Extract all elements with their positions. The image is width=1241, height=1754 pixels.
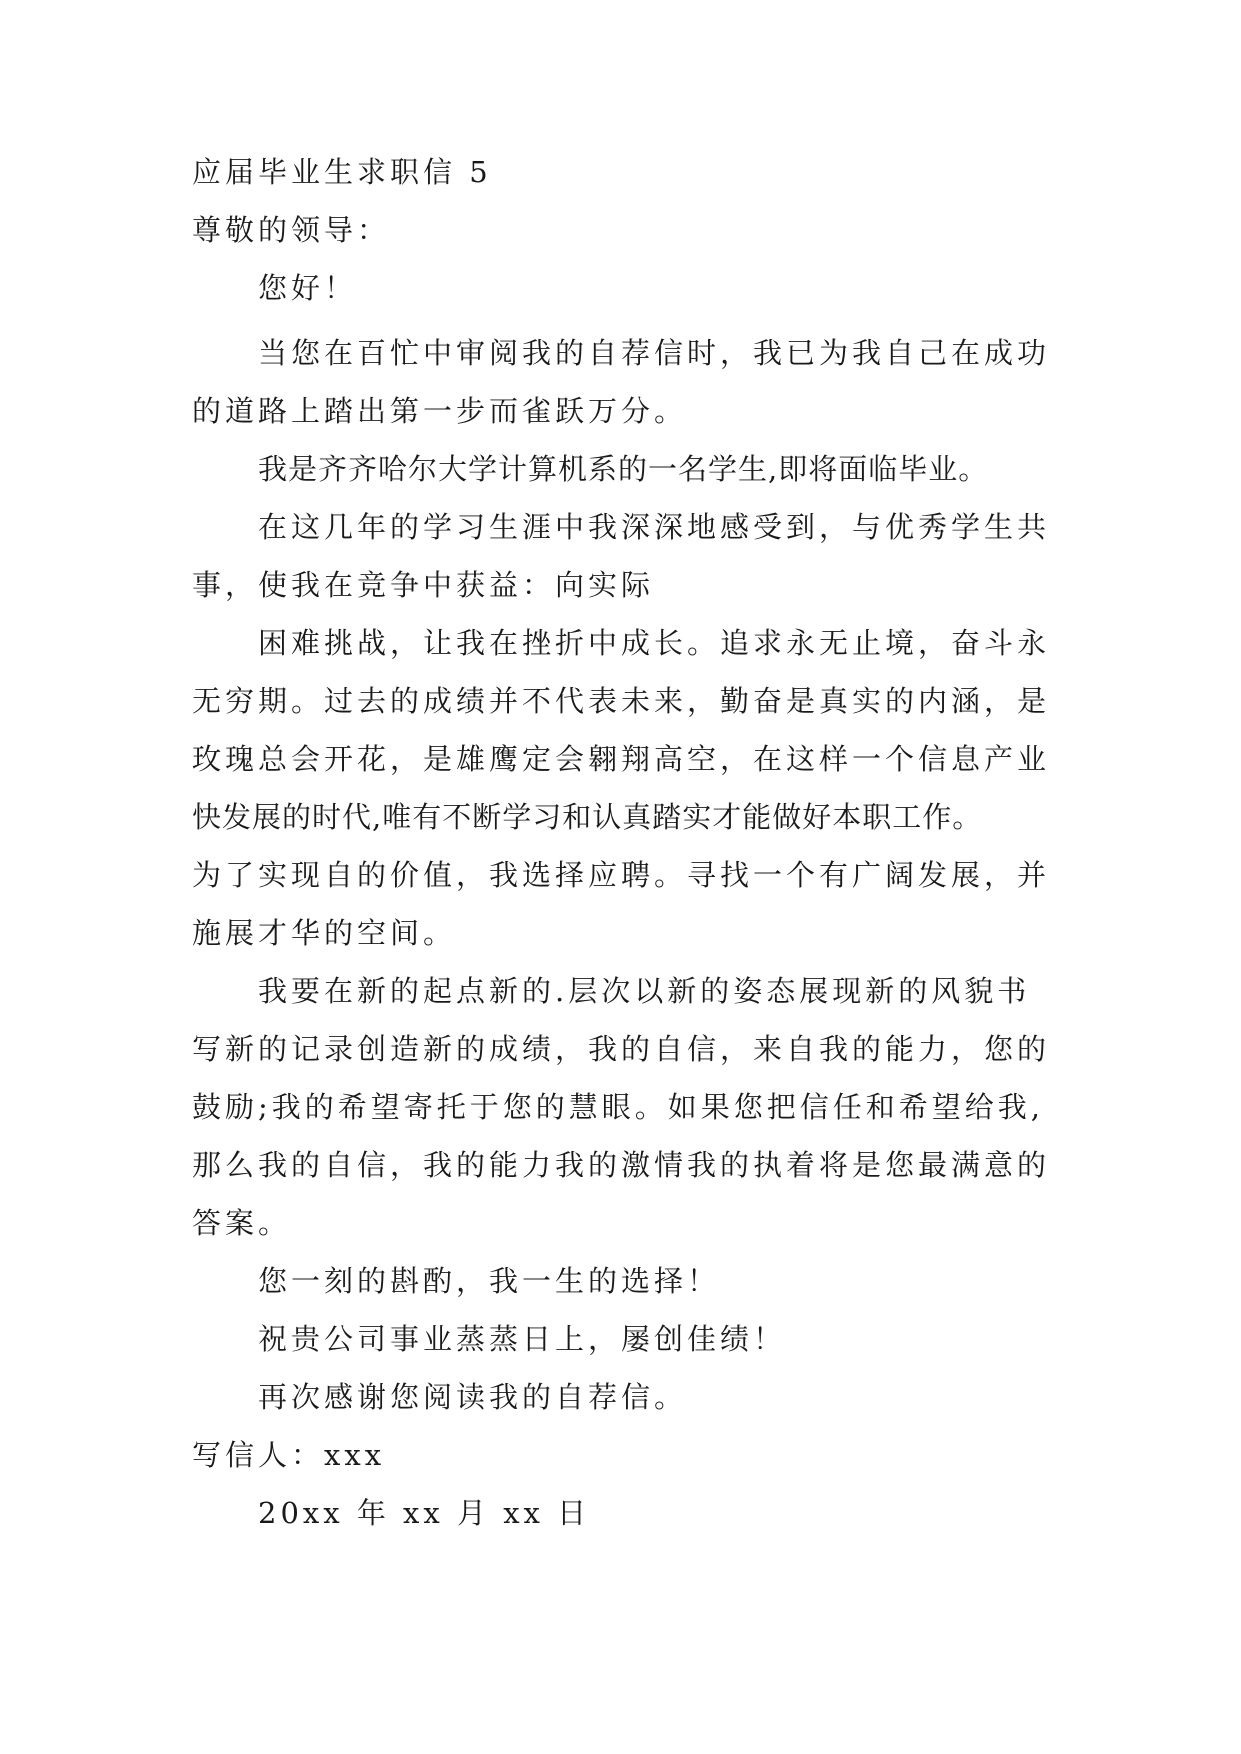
body-line: 我要在新的起点新的.层次以新的姿态展现新的风貌书 [258, 974, 1031, 1008]
salutation: 尊敬的领导： [192, 213, 391, 247]
body-line: 为了实现自的价值，我选择应聘。寻找一个有广阔发展，并 [192, 858, 1051, 892]
body-line: 当您在百忙中审阅我的自荐信时，我已为我自己在成功 [258, 336, 1051, 370]
signature: 写信人：xxx [192, 1438, 386, 1472]
body-line: 困难挑战，让我在挫折中成长。追求永无止境，奋斗永 [258, 626, 1051, 660]
body-line: 写新的记录创造新的成绩，我的自信，来自我的能力，您的 [192, 1032, 1051, 1066]
closing-line: 祝贵公司事业蒸蒸日上，屡创佳绩！ [258, 1322, 787, 1356]
body-line: 答案。 [192, 1206, 292, 1240]
body-line: 施展才华的空间。 [192, 916, 457, 950]
body-line: 在这几年的学习生涯中我深深地感受到，与优秀学生共 [258, 510, 1051, 544]
closing-line: 再次感谢您阅读我的自荐信。 [258, 1380, 688, 1414]
document-title: 应届毕业生求职信 5 [192, 155, 492, 189]
body-line: 玫瑰总会开花，是雄鹰定会翱翔高空，在这样一个信息产业 [192, 742, 1051, 776]
body-line: 事，使我在竞争中获益：向实际 [192, 568, 655, 602]
body-line: 的道路上踏出第一步而雀跃万分。 [192, 394, 688, 428]
body-line: 快发展的时代,唯有不断学习和认真踏实才能做好本职工作。 [192, 800, 983, 834]
body-line: 无穷期。过去的成绩并不代表未来，勤奋是真实的内涵，是 [192, 684, 1051, 718]
greeting: 您好！ [258, 271, 358, 305]
closing-line: 您一刻的斟酌，我一生的选择！ [258, 1264, 721, 1298]
body-line: 我是齐齐哈尔大学计算机系的一名学生,即将面临毕业。 [258, 452, 989, 486]
body-line: 鼓励;我的希望寄托于您的慧眼。如果您把信任和希望给我, [192, 1090, 1044, 1124]
date: 20xx 年 xx 月 xx 日 [258, 1496, 591, 1530]
body-line: 那么我的自信，我的能力我的激情我的执着将是您最满意的 [192, 1148, 1051, 1182]
